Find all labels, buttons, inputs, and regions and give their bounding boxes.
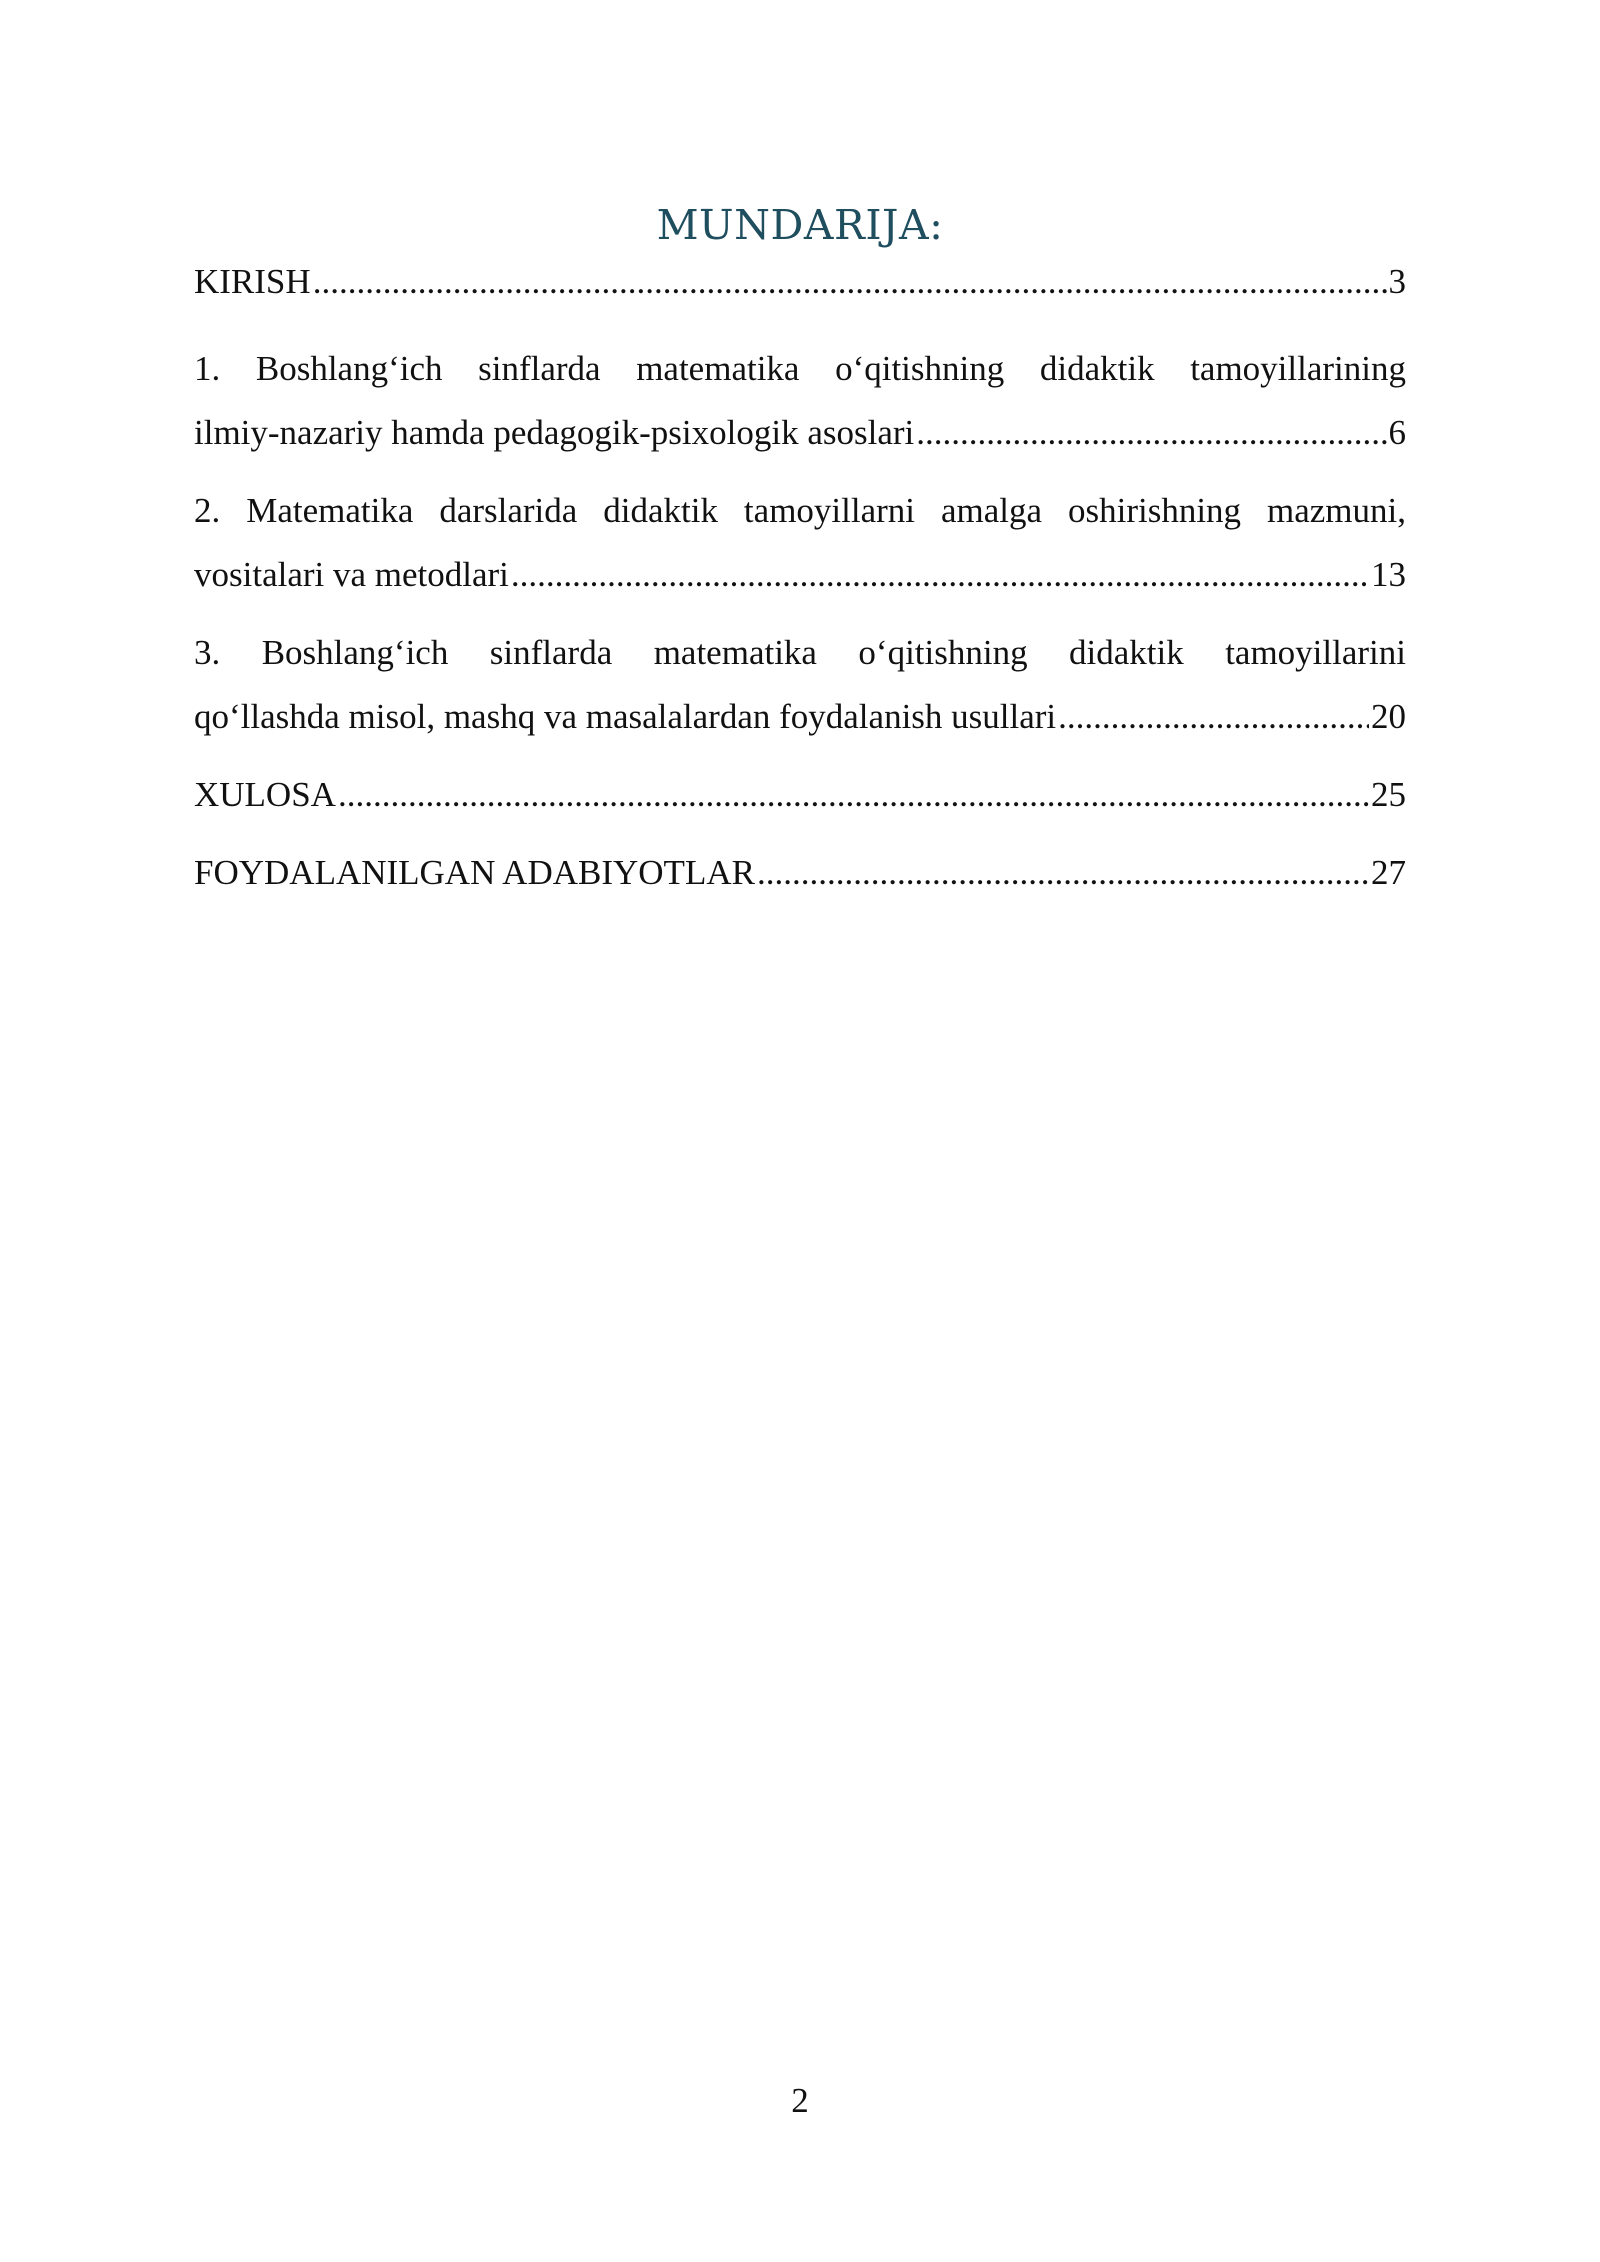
toc-title: MUNDARIJA: <box>656 201 944 249</box>
toc-entry-page: 3 <box>1388 262 1406 301</box>
toc-entry-title-line1: 2. Matematika darslarida didaktik tamoyillarni amalga oshirishning mazmuni, <box>194 491 1406 530</box>
toc-entry-xulosa[interactable] <box>194 763 1406 827</box>
dot-leader <box>757 841 1369 905</box>
dot-leader <box>511 543 1369 607</box>
toc-entry-line <box>194 257 1406 307</box>
toc-entry-chapter-2[interactable] <box>194 479 1406 607</box>
table-of-contents <box>194 195 1406 919</box>
toc-entry-line <box>194 543 1406 607</box>
toc-entry-title-line1: 3. Boshlang‘ich sinflarda matematika o‘qitishning didaktik tamoyillarini <box>194 633 1406 672</box>
dot-leader <box>1058 685 1369 749</box>
toc-entry-chapter-3[interactable] <box>194 621 1406 749</box>
toc-entry-line <box>194 401 1406 465</box>
page-number: 2 <box>791 2081 809 2120</box>
toc-entry-kirish[interactable] <box>194 257 1406 307</box>
dot-leader <box>916 401 1386 465</box>
toc-entry-title-line2: vositalari va metodlari <box>194 555 509 594</box>
toc-entry-page: 20 <box>1371 697 1406 736</box>
toc-entry-line <box>194 685 1406 749</box>
toc-entry-page: 27 <box>1371 853 1406 892</box>
toc-entry-references[interactable] <box>194 841 1406 905</box>
toc-entry-page: 25 <box>1371 775 1406 814</box>
toc-entry-page: 6 <box>1388 413 1406 452</box>
toc-entry-page: 13 <box>1371 555 1406 594</box>
toc-entry-chapter-1[interactable] <box>194 337 1406 465</box>
toc-entry-line <box>194 763 1406 827</box>
toc-entry-title-line2: qo‘llashda misol, mashq va masalalardan foydalanish usullari <box>194 697 1057 736</box>
toc-entry-title-line1: 1. Boshlang‘ich sinflarda matematika o‘qitishning didaktik tamoyillarining <box>194 349 1406 388</box>
toc-entry-title-line2: ilmiy-nazariy hamda pedagogik-psixologik asoslari <box>194 413 915 452</box>
dot-leader <box>313 257 1387 307</box>
toc-entry-line <box>194 841 1406 905</box>
toc-entry-title: FOYDALANILGAN ADABIYOTLAR <box>194 853 755 892</box>
toc-entry-title: XULOSA <box>194 775 336 814</box>
dot-leader <box>338 763 1369 827</box>
toc-entry-title: KIRISH <box>194 262 311 301</box>
